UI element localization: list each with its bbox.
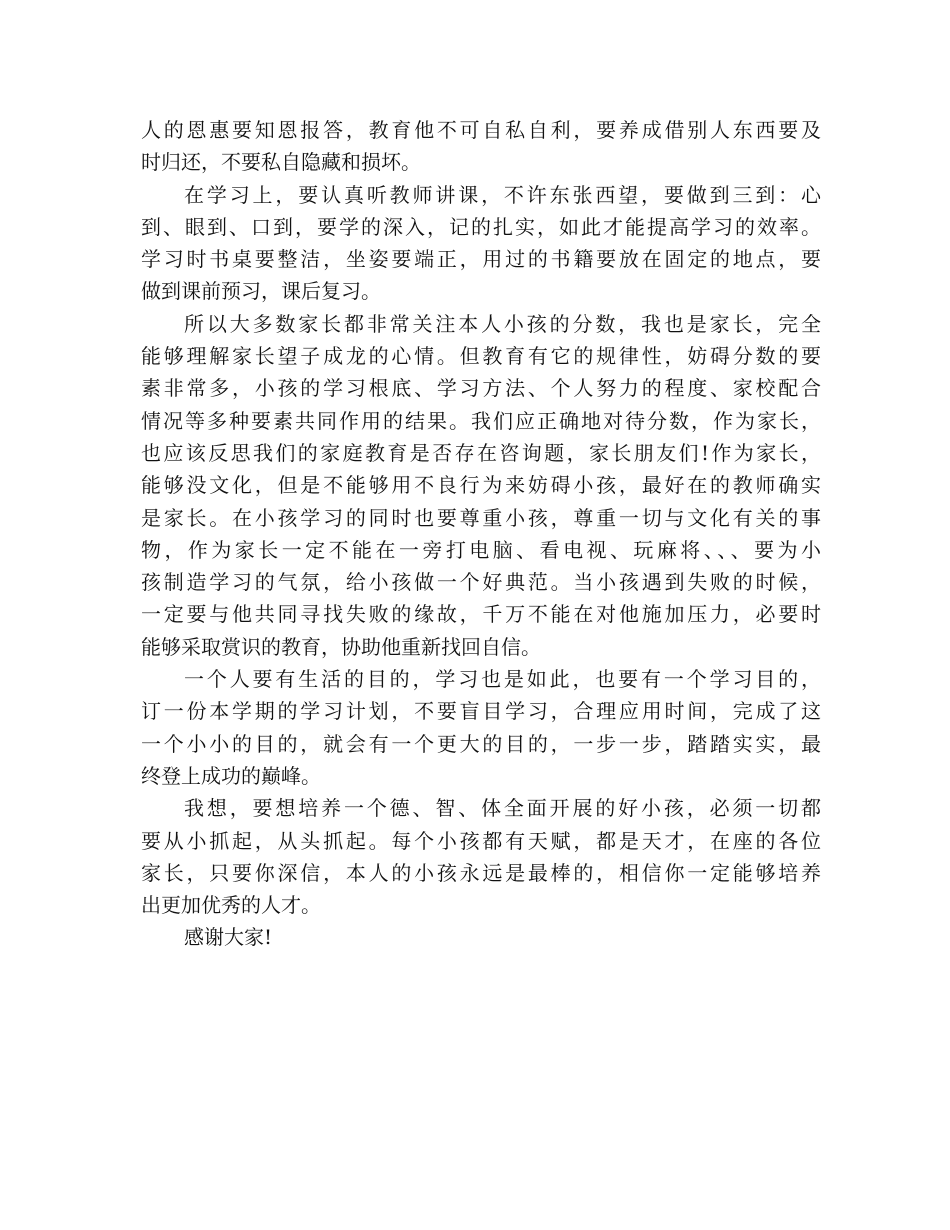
text-line: 一个人要有生活的目的，学习也是如此，也要有一个学习目的， (184, 667, 821, 692)
text-line: 要从小抓起，从头抓起。每个小孩都有天赋，都是天才，在座的各位 (141, 828, 821, 853)
text-line: 感谢大家! (184, 925, 273, 950)
document-body (141, 114, 821, 954)
text-line: 能够采取赏识的教育，协助他重新找回自信。 (141, 634, 541, 659)
text-line: 也应该反思我们的家庭教育是否存在咨询题，家长朋友们!作为家长， (141, 440, 821, 465)
text-line: 到、眼到、口到，要学的深入，记的扎实，如此才能提高学习的效率。 (141, 214, 821, 239)
text-line: 一个小小的目的，就会有一个更大的目的，一步一步，踏踏实实，最 (141, 731, 821, 756)
text-line: 能够理解家长望子成龙的心情。但教育有它的规律性，妨碍分数的要 (141, 344, 821, 369)
text-line: 能够没文化，但是不能够用不良行为来妨碍小孩，最好在的教师确实 (141, 473, 821, 498)
text-line: 素非常多，小孩的学习根底、学习方法、个人努力的程度、家校配合 (141, 376, 821, 401)
text-line: 学习时书桌要整洁，坐姿要端正，用过的书籍要放在固定的地点，要 (141, 247, 821, 272)
text-line: 在学习上，要认真听教师讲课，不许东张西望，要做到三到：心 (184, 182, 821, 207)
text-line: 我想，要想培养一个德、智、体全面开展的好小孩，必须一切都 (184, 796, 821, 821)
text-line: 情况等多种要素共同作用的结果。我们应正确地对待分数，作为家长， (141, 408, 821, 433)
text-line: 订一份本学期的学习计划，不要盲目学习，合理应用时间，完成了这 (141, 699, 821, 724)
text-line: 时归还，不要私自隐藏和损坏。 (141, 150, 421, 175)
text-line: 家长，只要你深信，本人的小孩永远是最棒的，相信你一定能够培养 (141, 860, 821, 885)
text-line: 终登上成功的巅峰。 (141, 763, 321, 788)
text-line: 物，作为家长一定不能在一旁打电脑、看电视、玩麻将、、、要为小 (141, 537, 821, 562)
text-line: 是家长。在小孩学习的同时也要尊重小孩，尊重一切与文化有关的事 (141, 505, 821, 530)
text-line: 出更加优秀的人才。 (141, 893, 321, 918)
text-line: 人的恩惠要知恩报答，教育他不可自私自利，要养成借别人东西要及 (141, 118, 821, 142)
text-line: 孩制造学习的气氛，给小孩做一个好典范。当小孩遇到失败的时候， (141, 570, 821, 595)
text-line: 一定要与他共同寻找失败的缘故，千万不能在对他施加压力，必要时 (141, 602, 821, 627)
text-line: 所以大多数家长都非常关注本人小孩的分数，我也是家长，完全 (184, 311, 821, 336)
text-line: 做到课前预习，课后复习。 (141, 279, 381, 304)
